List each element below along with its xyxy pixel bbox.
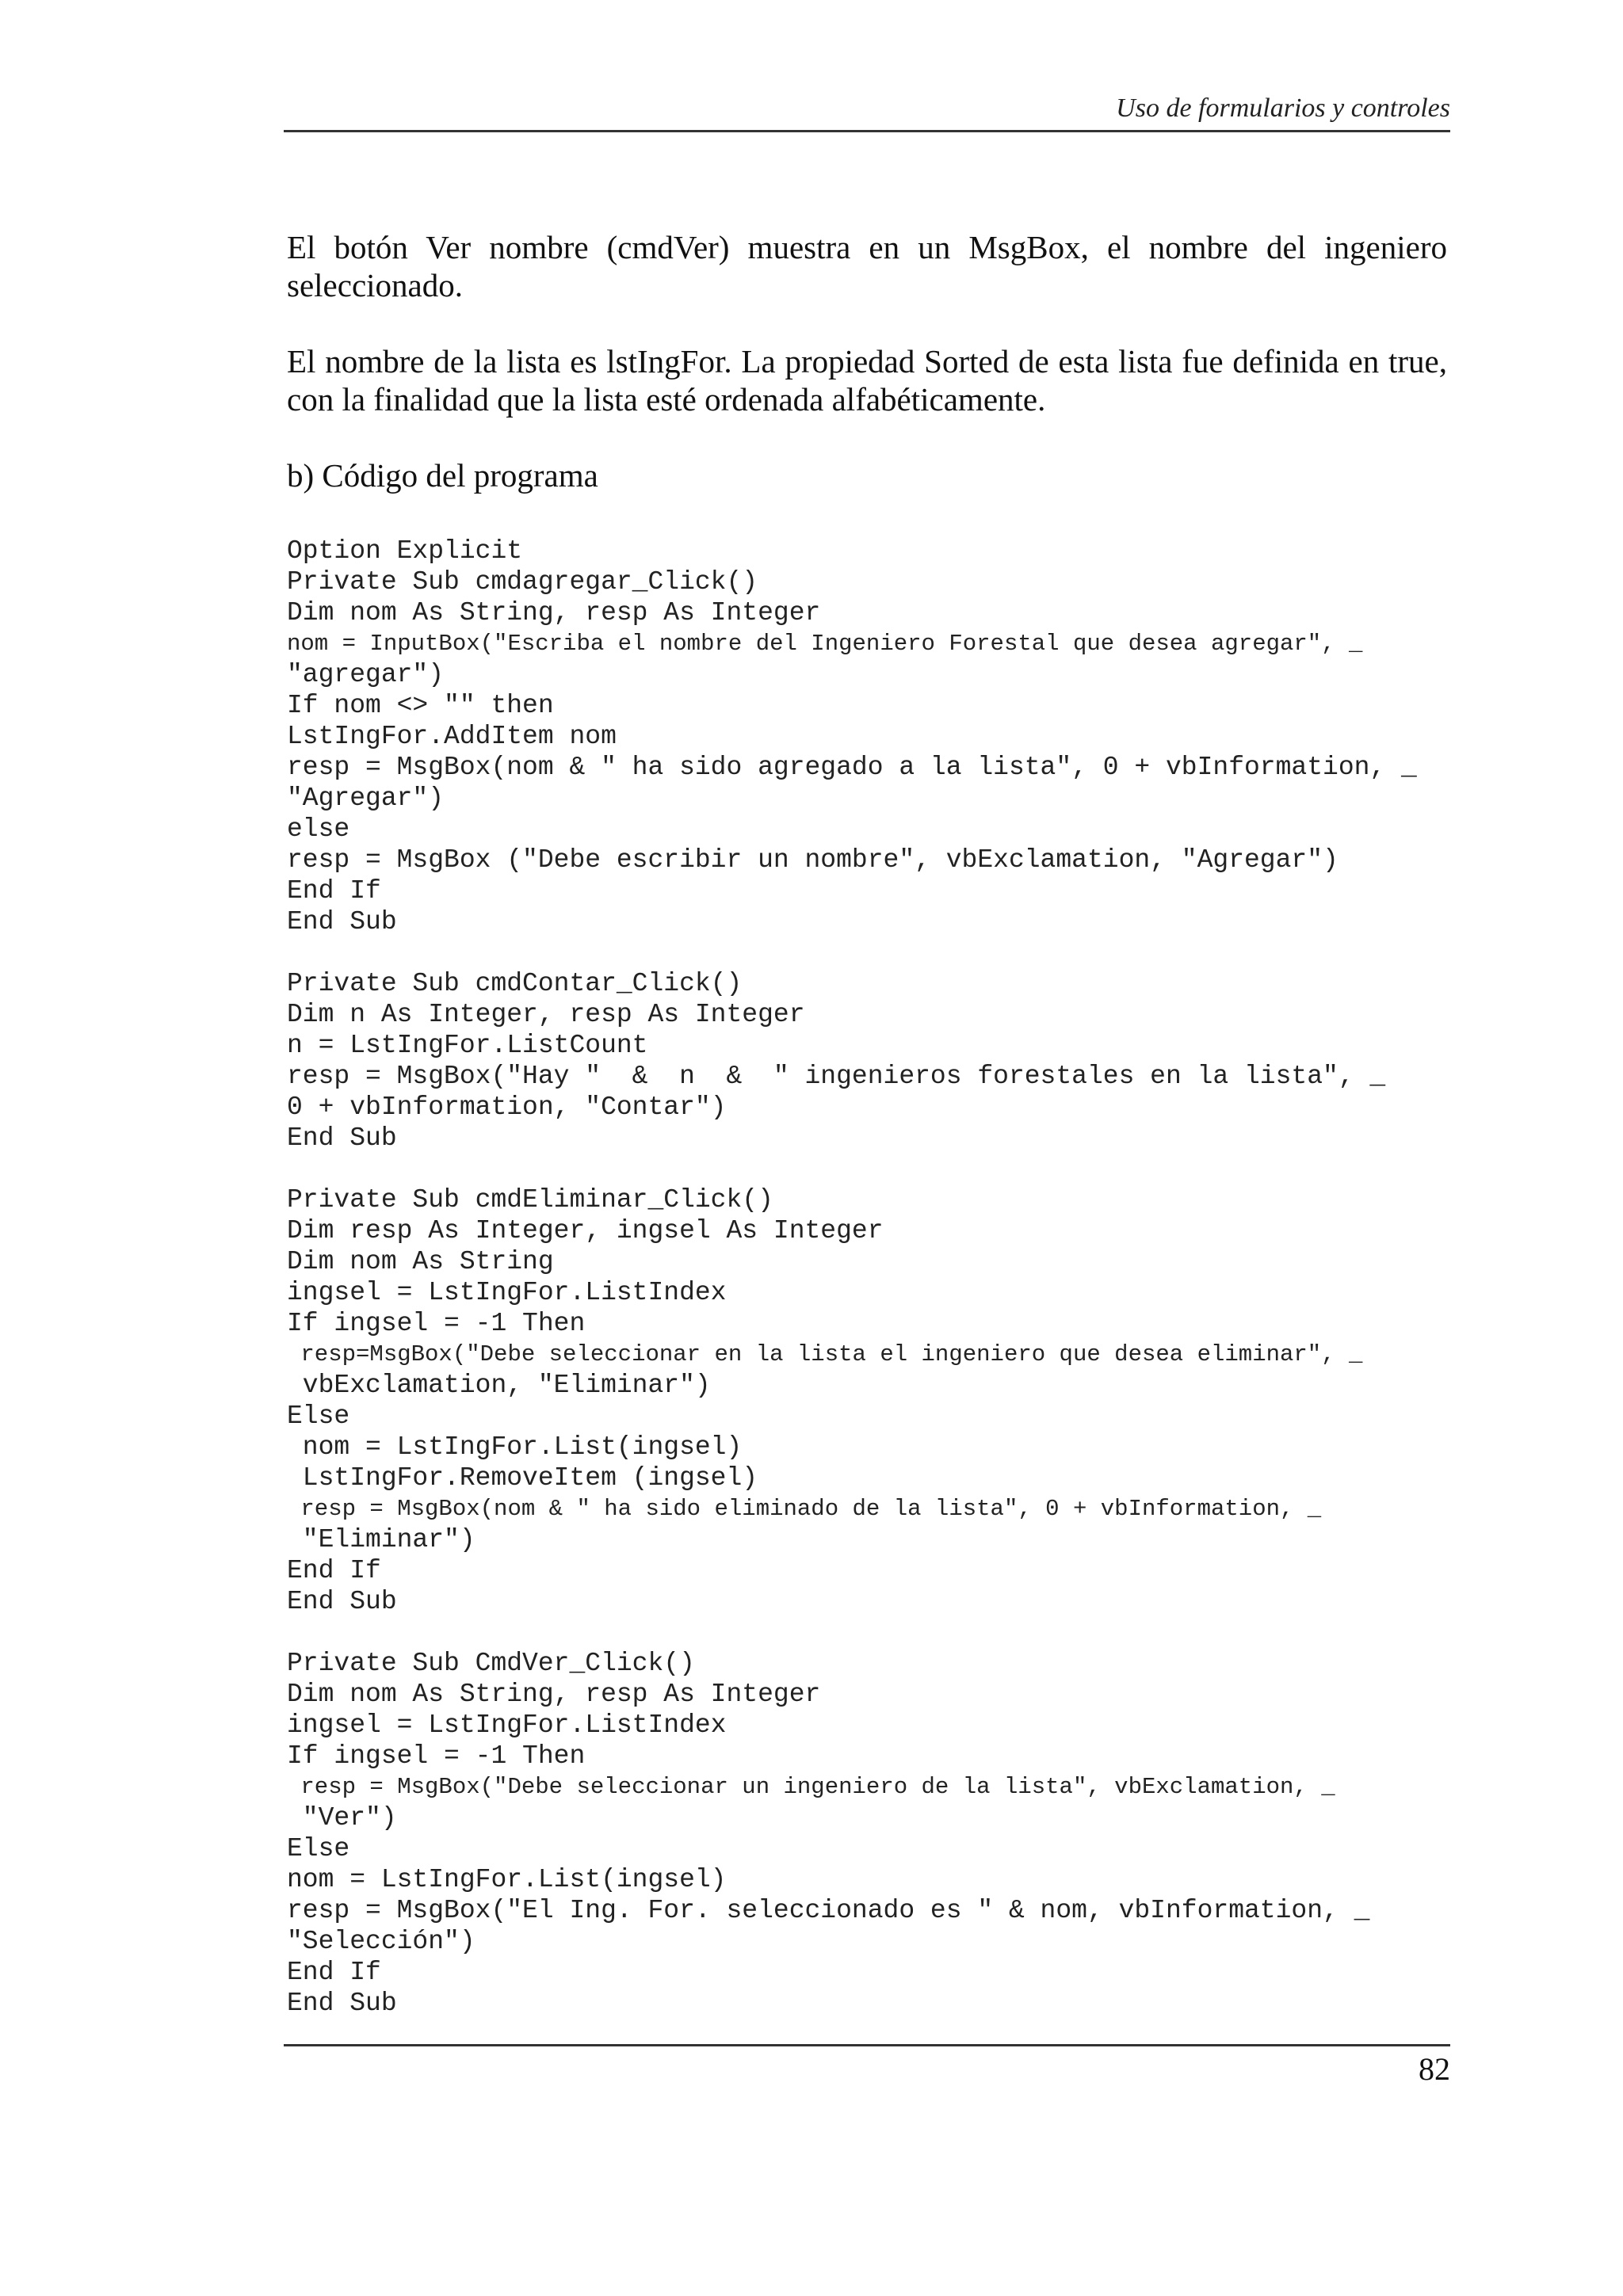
code-line: resp = MsgBox(nom & " ha sido agregado a la lista", 0 + vbInformation, _ bbox=[287, 753, 1417, 782]
code-line: LstIngFor.AddItem nom bbox=[287, 722, 617, 751]
section-subheading: b) Código del programa bbox=[287, 457, 598, 494]
code-line: End Sub bbox=[287, 1989, 397, 2018]
code-line: nom = LstIngFor.List(ingsel) bbox=[287, 1865, 727, 1894]
code-line: else bbox=[287, 814, 350, 844]
page-number: 82 bbox=[1419, 2051, 1450, 2087]
code-line: "Agregar") bbox=[287, 784, 445, 813]
header-rule bbox=[284, 130, 1450, 132]
code-line: End If bbox=[287, 876, 381, 906]
code-line: Else bbox=[287, 1834, 350, 1863]
code-line: n = LstIngFor.ListCount bbox=[287, 1031, 648, 1060]
code-line: End Sub bbox=[287, 1587, 397, 1616]
footer-rule bbox=[284, 2044, 1450, 2046]
code-line: Option Explicit bbox=[287, 536, 523, 566]
code-line-blank bbox=[287, 1154, 1452, 1184]
code-line: nom = LstIngFor.List(ingsel) bbox=[287, 1432, 743, 1462]
code-line: resp=MsgBox("Debe seleccionar en la lista el ingeniero que desea eliminar", _ bbox=[287, 1341, 1363, 1367]
code-line: Private Sub CmdVer_Click() bbox=[287, 1649, 695, 1678]
code-line: If ingsel = -1 Then bbox=[287, 1741, 586, 1771]
code-line: Dim nom As String, resp As Integer bbox=[287, 1680, 821, 1709]
code-line: LstIngFor.RemoveItem (ingsel) bbox=[287, 1463, 758, 1493]
body-text bbox=[287, 228, 1447, 494]
paragraph-cmdver: El botón Ver nombre (cmdVer) muestra en un MsgBox, el nombre del ingeniero seleccionado. bbox=[287, 229, 1447, 303]
code-line-blank bbox=[287, 937, 1452, 968]
code-line: "Selección") bbox=[287, 1927, 475, 1956]
code-line: "agregar") bbox=[287, 660, 445, 689]
code-line: End If bbox=[287, 1958, 381, 1987]
code-listing bbox=[287, 536, 1452, 2019]
code-line: End If bbox=[287, 1556, 381, 1585]
code-line: Else bbox=[287, 1402, 350, 1431]
code-line: Private Sub cmdContar_Click() bbox=[287, 969, 743, 998]
paragraph-lstingfor: El nombre de la lista es lstIngFor. La propiedad Sorted de esta lista fue definida en true, con la finalidad que la lista esté ordenada alfabéticamente. bbox=[287, 343, 1447, 418]
code-line: ingsel = LstIngFor.ListIndex bbox=[287, 1278, 727, 1307]
code-line: nom = InputBox("Escriba el nombre del Ingeniero Forestal que desea agregar", _ bbox=[287, 631, 1363, 657]
code-line: Dim nom As String bbox=[287, 1247, 554, 1276]
code-line: vbExclamation, "Eliminar") bbox=[287, 1371, 711, 1400]
code-line: Dim n As Integer, resp As Integer bbox=[287, 1000, 805, 1029]
code-line: "Eliminar") bbox=[287, 1525, 475, 1554]
code-line: resp = MsgBox("Debe seleccionar un ingeniero de la lista", vbExclamation, _ bbox=[287, 1774, 1335, 1800]
code-line: 0 + vbInformation, "Contar") bbox=[287, 1093, 727, 1122]
code-line: resp = MsgBox("El Ing. For. seleccionado es " & nom, vbInformation, _ bbox=[287, 1896, 1370, 1925]
code-line: Private Sub cmdEliminar_Click() bbox=[287, 1185, 773, 1215]
running-header: Uso de formularios y controles bbox=[1116, 93, 1450, 123]
code-line: Dim nom As String, resp As Integer bbox=[287, 598, 821, 627]
code-line-blank bbox=[287, 1617, 1452, 1648]
code-line: resp = MsgBox ("Debe escribir un nombre", vbExclamation, "Agregar") bbox=[287, 845, 1338, 875]
code-line: ingsel = LstIngFor.ListIndex bbox=[287, 1711, 727, 1740]
code-line: End Sub bbox=[287, 907, 397, 936]
code-line: resp = MsgBox("Hay " & n & " ingenieros forestales en la lista", _ bbox=[287, 1062, 1386, 1091]
code-line: Dim resp As Integer, ingsel As Integer bbox=[287, 1216, 884, 1245]
code-line: resp = MsgBox(nom & " ha sido eliminado de la lista", 0 + vbInformation, _ bbox=[287, 1496, 1322, 1522]
code-line: "Ver") bbox=[287, 1803, 397, 1833]
code-line: End Sub bbox=[287, 1123, 397, 1153]
code-line: If ingsel = -1 Then bbox=[287, 1309, 586, 1338]
code-line: Private Sub cmdagregar_Click() bbox=[287, 567, 758, 597]
code-line: If nom <> "" then bbox=[287, 691, 554, 720]
